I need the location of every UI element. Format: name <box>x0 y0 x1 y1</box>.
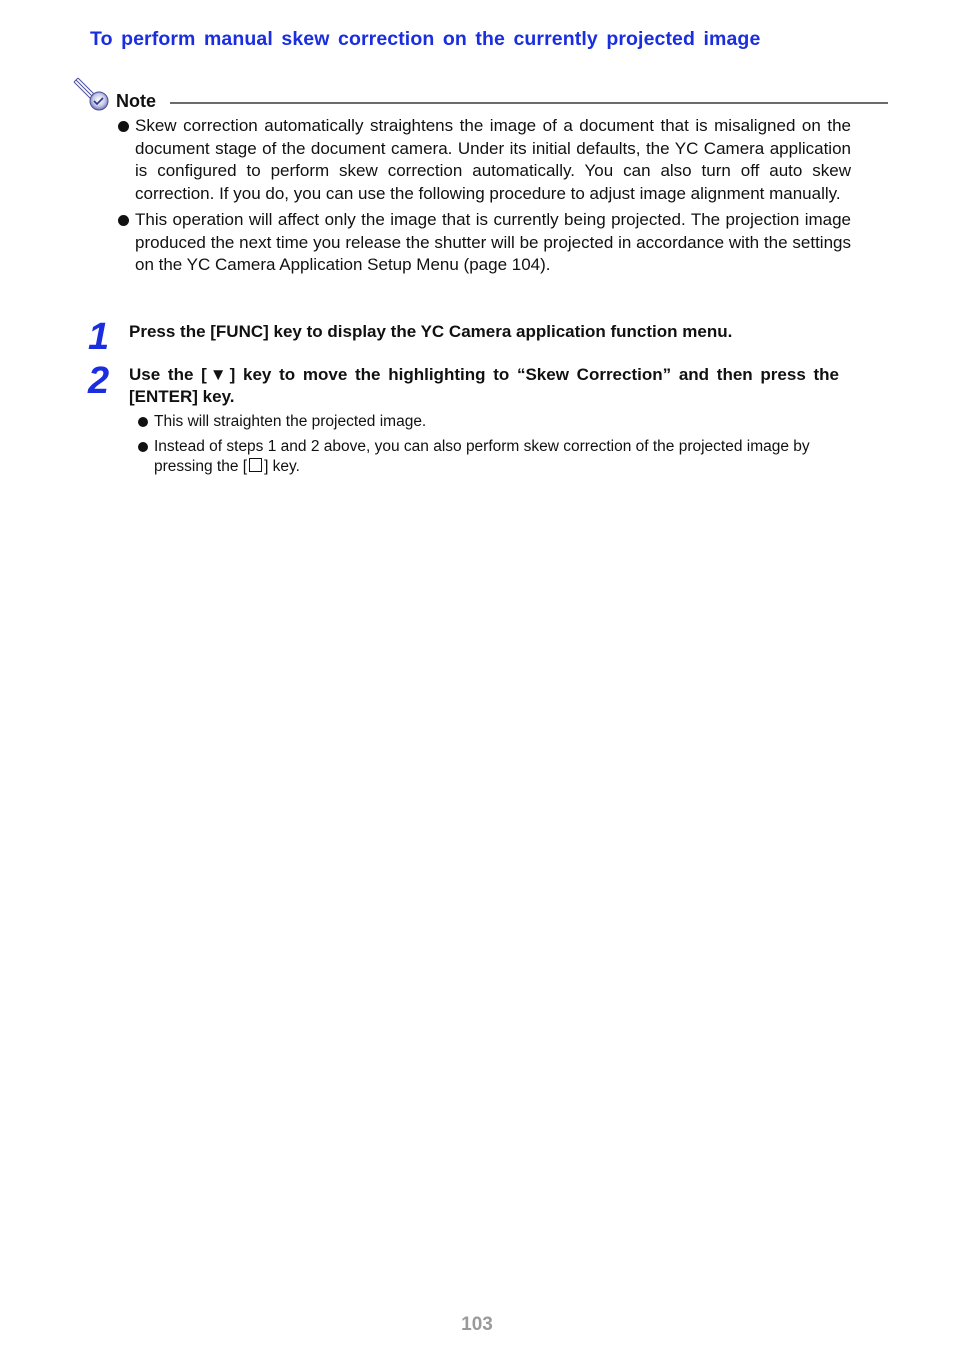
note-divider <box>170 102 888 104</box>
list-item <box>116 209 851 277</box>
square-key-icon <box>249 458 262 472</box>
list-item <box>136 412 836 433</box>
list-item <box>136 437 836 478</box>
page-number: 103 <box>461 1314 493 1335</box>
note-label: Note <box>116 91 156 111</box>
bullet-icon <box>118 215 129 226</box>
step-note-text: Instead of steps 1 and 2 above, you can also perform skew correction of the projected image by pressing the [ <box>154 437 810 475</box>
note-item-text: This operation will affect only the image that is currently being projected. The projection image produced the next time you release the shutter will be projected in accordance with the settings on the YC Camera Application Setup Menu (page 104). <box>135 209 851 275</box>
note-pencil-icon <box>72 76 112 112</box>
step-instruction: Press the [FUNC] key to display the YC Camera application function menu. <box>129 322 733 341</box>
step-instruction: Use the [▼] key to move the highlighting to “Skew Correction” and then press the [ENTER] key. <box>129 365 839 406</box>
bullet-icon <box>138 442 148 452</box>
list-item <box>116 115 851 206</box>
step-note-text-end: ] key. <box>264 458 300 475</box>
step-notes-list <box>136 412 836 482</box>
bullet-icon <box>118 121 129 132</box>
step-number: 2 <box>88 360 110 402</box>
note-list <box>116 115 851 280</box>
page-title: To perform manual skew correction on the currently projected image <box>90 28 761 50</box>
bullet-icon <box>138 417 148 427</box>
step-number: 1 <box>88 316 110 358</box>
step-note-text: This will straighten the projected image. <box>154 413 427 430</box>
note-item-text: Skew correction automatically straightens the image of a document that is misaligned on the document stage of the document camera. Under its initial defaults, the YC Camera application is configured to perform skew correction automatically. You can also turn off auto skew correction. If you do, you can use the following procedure to adjust image alignment manually. <box>135 116 851 204</box>
